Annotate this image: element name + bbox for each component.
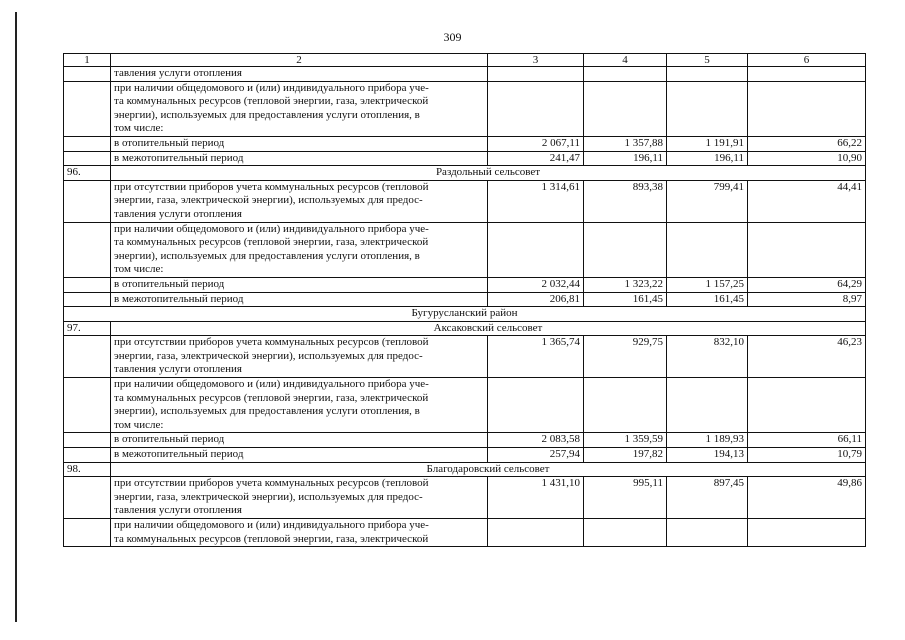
value-cell: 1 189,93: [667, 433, 748, 448]
value-cell: 1 314,61: [488, 180, 584, 222]
row-index: [64, 477, 111, 519]
tariff-table-body: [64, 54, 866, 547]
section-row: [64, 462, 866, 477]
value-cell: 66,22: [748, 136, 866, 151]
table-row: [64, 222, 866, 277]
row-description: при отсутствии приборов учета коммунальных ресурсов (тепловой энергии, газа, электрической энергии), используемых для предос- тавления услуги отопления: [111, 180, 488, 222]
value-cell: [667, 67, 748, 82]
value-cell: [488, 81, 584, 136]
row-description: в межотопительный период: [111, 448, 488, 463]
column-header: 5: [667, 54, 748, 67]
value-cell: 799,41: [667, 180, 748, 222]
value-cell: [584, 222, 667, 277]
value-cell: [748, 519, 866, 547]
value-cell: 1 157,25: [667, 277, 748, 292]
value-cell: 2 083,58: [488, 433, 584, 448]
table-row: [64, 81, 866, 136]
section-row: [64, 166, 866, 181]
value-cell: 1 365,74: [488, 336, 584, 378]
section-title: Аксаковский сельсовет: [111, 321, 866, 336]
value-cell: 66,11: [748, 433, 866, 448]
value-cell: [748, 67, 866, 82]
column-header: 2: [111, 54, 488, 67]
value-cell: [584, 81, 667, 136]
row-description: в межотопительный период: [111, 151, 488, 166]
row-description: при наличии общедомового и (или) индивидуального прибора уче- та коммунальных ресурсов (тепловой энергии, газа, электрической энергии), используемых для предоставления услуги отопления, в том числе:: [111, 378, 488, 433]
value-cell: 1 359,59: [584, 433, 667, 448]
table-row: [64, 378, 866, 433]
value-cell: 197,82: [584, 448, 667, 463]
table-row: [64, 448, 866, 463]
tariff-table: [63, 53, 866, 547]
value-cell: 196,11: [667, 151, 748, 166]
section-index: 97.: [64, 321, 111, 336]
row-index: [64, 292, 111, 307]
value-cell: 8,97: [748, 292, 866, 307]
column-header: 1: [64, 54, 111, 67]
table-header-row: [64, 54, 866, 67]
row-index: [64, 136, 111, 151]
table-row: [64, 277, 866, 292]
value-cell: [584, 67, 667, 82]
row-index: [64, 519, 111, 547]
column-header: 3: [488, 54, 584, 67]
row-index: [64, 378, 111, 433]
value-cell: 206,81: [488, 292, 584, 307]
value-cell: 257,94: [488, 448, 584, 463]
value-cell: 46,23: [748, 336, 866, 378]
value-cell: [584, 519, 667, 547]
value-cell: 893,38: [584, 180, 667, 222]
row-description: при наличии общедомового и (или) индивидуального прибора уче- та коммунальных ресурсов (тепловой энергии, газа, электрической: [111, 519, 488, 547]
value-cell: 2 067,11: [488, 136, 584, 151]
value-cell: 897,45: [667, 477, 748, 519]
section-row: [64, 321, 866, 336]
section-title: Раздольный сельсовет: [111, 166, 866, 181]
row-description: в отопительный период: [111, 433, 488, 448]
value-cell: [667, 519, 748, 547]
row-description: тавления услуги отопления: [111, 67, 488, 82]
value-cell: 44,41: [748, 180, 866, 222]
row-description: в отопительный период: [111, 136, 488, 151]
value-cell: [748, 222, 866, 277]
value-cell: 1 357,88: [584, 136, 667, 151]
column-header: 4: [584, 54, 667, 67]
value-cell: [748, 81, 866, 136]
value-cell: [667, 222, 748, 277]
value-cell: [667, 378, 748, 433]
district-title: Бугурусланский район: [64, 307, 866, 322]
table-row: [64, 67, 866, 82]
value-cell: 1 191,91: [667, 136, 748, 151]
value-cell: [488, 378, 584, 433]
value-cell: [488, 222, 584, 277]
table-row: [64, 336, 866, 378]
table-row: [64, 433, 866, 448]
row-index: [64, 67, 111, 82]
row-index: [64, 180, 111, 222]
value-cell: 2 032,44: [488, 277, 584, 292]
value-cell: [584, 378, 667, 433]
table-row: [64, 477, 866, 519]
value-cell: 1 323,22: [584, 277, 667, 292]
value-cell: [667, 81, 748, 136]
value-cell: 929,75: [584, 336, 667, 378]
value-cell: 64,29: [748, 277, 866, 292]
value-cell: 10,90: [748, 151, 866, 166]
value-cell: [488, 519, 584, 547]
table-row: [64, 519, 866, 547]
value-cell: 241,47: [488, 151, 584, 166]
section-title: Благодаровский сельсовет: [111, 462, 866, 477]
value-cell: [488, 67, 584, 82]
value-cell: 161,45: [667, 292, 748, 307]
row-index: [64, 151, 111, 166]
value-cell: [748, 378, 866, 433]
value-cell: 10,79: [748, 448, 866, 463]
section-index: 98.: [64, 462, 111, 477]
page-number: 309: [443, 30, 462, 44]
row-index: [64, 81, 111, 136]
row-description: при отсутствии приборов учета коммунальных ресурсов (тепловой энергии, газа, электрической энергии), используемых для предос- тавления услуги отопления: [111, 336, 488, 378]
row-description: в межотопительный период: [111, 292, 488, 307]
row-index: [64, 277, 111, 292]
row-description: при наличии общедомового и (или) индивидуального прибора уче- та коммунальных ресурсов (тепловой энергии, газа, электрической энергии), используемых для предоставления услуги отопления, в том числе:: [111, 81, 488, 136]
value-cell: 995,11: [584, 477, 667, 519]
row-description: в отопительный период: [111, 277, 488, 292]
row-index: [64, 336, 111, 378]
table-row: [64, 180, 866, 222]
district-row: [64, 307, 866, 322]
value-cell: 194,13: [667, 448, 748, 463]
table-row: [64, 136, 866, 151]
row-index: [64, 448, 111, 463]
value-cell: 49,86: [748, 477, 866, 519]
row-description: при отсутствии приборов учета коммунальных ресурсов (тепловой энергии, газа, электрической энергии), используемых для предос- тавления услуги отопления: [111, 477, 488, 519]
value-cell: 832,10: [667, 336, 748, 378]
row-description: при наличии общедомового и (или) индивидуального прибора уче- та коммунальных ресурсов (тепловой энергии, газа, электрической энергии), используемых для предоставления услуги отопления, в том числе:: [111, 222, 488, 277]
row-index: [64, 222, 111, 277]
value-cell: 161,45: [584, 292, 667, 307]
value-cell: 196,11: [584, 151, 667, 166]
table-row: [64, 292, 866, 307]
row-index: [64, 433, 111, 448]
column-header: 6: [748, 54, 866, 67]
section-index: 96.: [64, 166, 111, 181]
scan-edge-line: [15, 12, 17, 622]
table-row: [64, 151, 866, 166]
value-cell: 1 431,10: [488, 477, 584, 519]
